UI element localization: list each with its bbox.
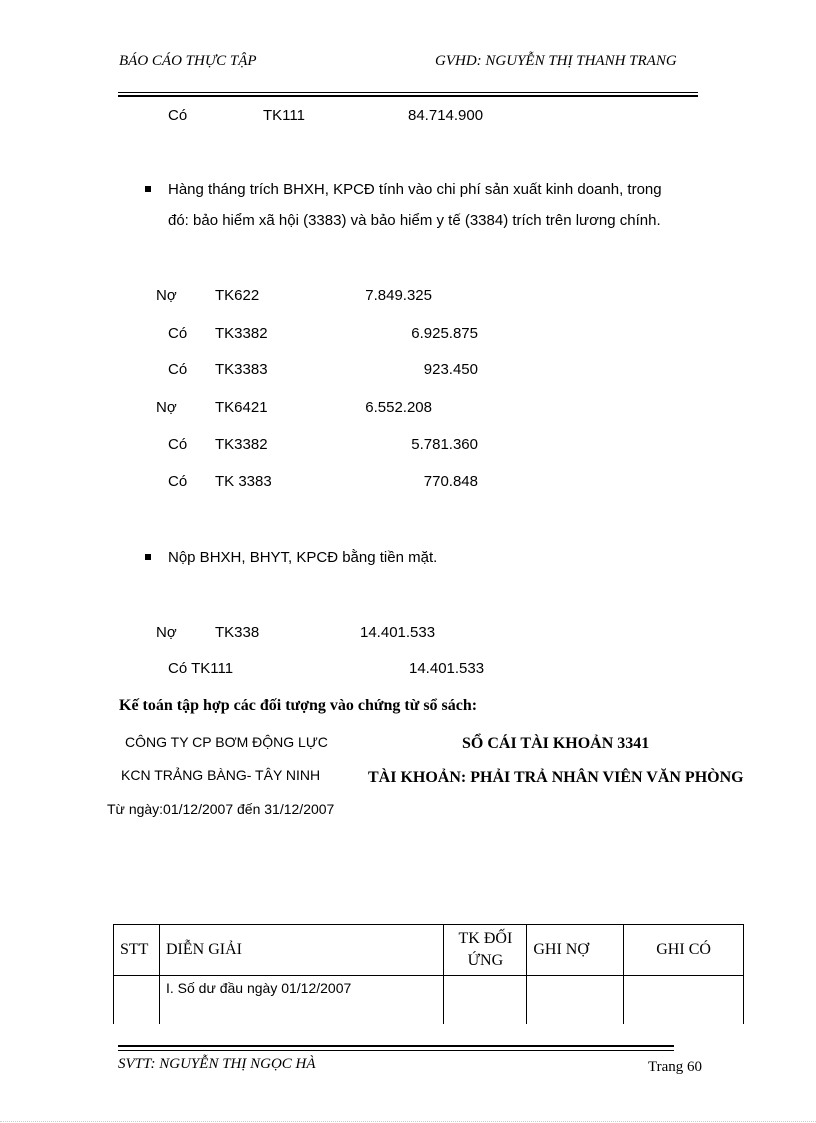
entry-label: Có xyxy=(168,436,188,453)
entry-account: TK3383 xyxy=(215,361,268,378)
entry-account: TK3382 xyxy=(215,436,268,453)
entry-debit: 7.849.325 xyxy=(365,287,432,304)
entry-debit: 6.552.208 xyxy=(365,399,432,416)
top-entry-amount: 84.714.900 xyxy=(408,107,484,124)
footer-left: SVTT: NGUYỄN THỊ NGỌC HÀ xyxy=(118,1056,316,1072)
cell-no xyxy=(527,976,624,1025)
table-row xyxy=(114,976,744,1025)
col-dien-giai: DIỄN GIẢI xyxy=(159,925,443,976)
col-tk-doi-ung: TK ĐỐI ỨNG xyxy=(444,925,527,976)
entry-credit: 6.925.875 xyxy=(411,325,478,342)
bullet1-line2: đó: bảo hiểm xã hội (3383) và bảo hiểm y tế (3384) trích trên lương chính. xyxy=(168,212,661,229)
ledger-title: SỔ CÁI TÀI KHOẢN 3341 xyxy=(462,735,650,752)
entry-account: TK3382 xyxy=(215,325,268,342)
cell-co xyxy=(624,976,744,1025)
entry-label: Nợ xyxy=(156,624,177,641)
ledger-subtitle: TÀI KHOẢN: PHẢI TRẢ NHÂN VIÊN VĂN PHÒNG xyxy=(368,769,744,786)
header-right: GVHD: NGUYỄN THỊ THANH TRANG xyxy=(435,53,677,69)
company-address: KCN TRẢNG BÀNG- TÂY NINH xyxy=(121,767,321,783)
entry-credit: 923.450 xyxy=(423,361,478,378)
entry-label: Có xyxy=(168,325,188,342)
entry-label: Nợ xyxy=(156,287,177,304)
entry-account: TK622 xyxy=(215,287,260,304)
bullet1-line1: Hàng tháng trích BHXH, KPCĐ tính vào chi phí sản xuất kinh doanh, trong xyxy=(168,181,662,198)
entry-debit: 14.401.533 xyxy=(360,624,436,641)
entry-label: Có TK111 xyxy=(168,660,234,677)
company-period: Từ ngày:01/12/2007 đến 31/12/2007 xyxy=(107,801,335,817)
entry-credit: 770.848 xyxy=(423,473,478,490)
entry-label: Nợ xyxy=(156,399,177,416)
footer-rule-thick xyxy=(118,1045,674,1047)
cell-stt xyxy=(114,976,160,1025)
bullet-icon xyxy=(145,554,151,560)
entry-account: TK 3383 xyxy=(215,473,272,490)
table-header-row xyxy=(114,925,744,976)
entry-account: TK338 xyxy=(215,624,260,641)
header-rule-thin xyxy=(118,92,698,93)
entry-label: Có xyxy=(168,473,188,490)
footer-rule-thin xyxy=(118,1050,674,1051)
ledger-table xyxy=(113,924,744,1024)
page-number: Trang 60 xyxy=(648,1059,703,1075)
cell-desc: I. Số dư đầu ngày 01/12/2007 xyxy=(159,976,443,1025)
header-rule-thick xyxy=(118,95,698,97)
company-name: CÔNG TY CP BƠM ĐỘNG LỰC xyxy=(125,734,328,750)
col-stt: STT xyxy=(114,925,160,976)
top-entry-label: Có xyxy=(168,107,188,124)
bullet-icon xyxy=(145,186,151,192)
entry-label: Có xyxy=(168,361,188,378)
section-title: Kế toán tập hợp các đối tượng vào chứng từ sổ sách: xyxy=(119,697,478,714)
bullet2-text: Nộp BHXH, BHYT, KPCĐ bằng tiền mặt. xyxy=(168,549,438,566)
header-left: BÁO CÁO THỰC TẬP xyxy=(119,53,257,69)
entry-credit: 5.781.360 xyxy=(411,436,478,453)
top-entry-account: TK111 xyxy=(263,107,305,124)
cell-tk xyxy=(444,976,527,1025)
entry-account: TK6421 xyxy=(215,399,268,416)
col-ghi-co: GHI CÓ xyxy=(624,925,744,976)
col-ghi-no: GHI NỢ xyxy=(527,925,624,976)
entry-credit: 14.401.533 xyxy=(409,660,485,677)
